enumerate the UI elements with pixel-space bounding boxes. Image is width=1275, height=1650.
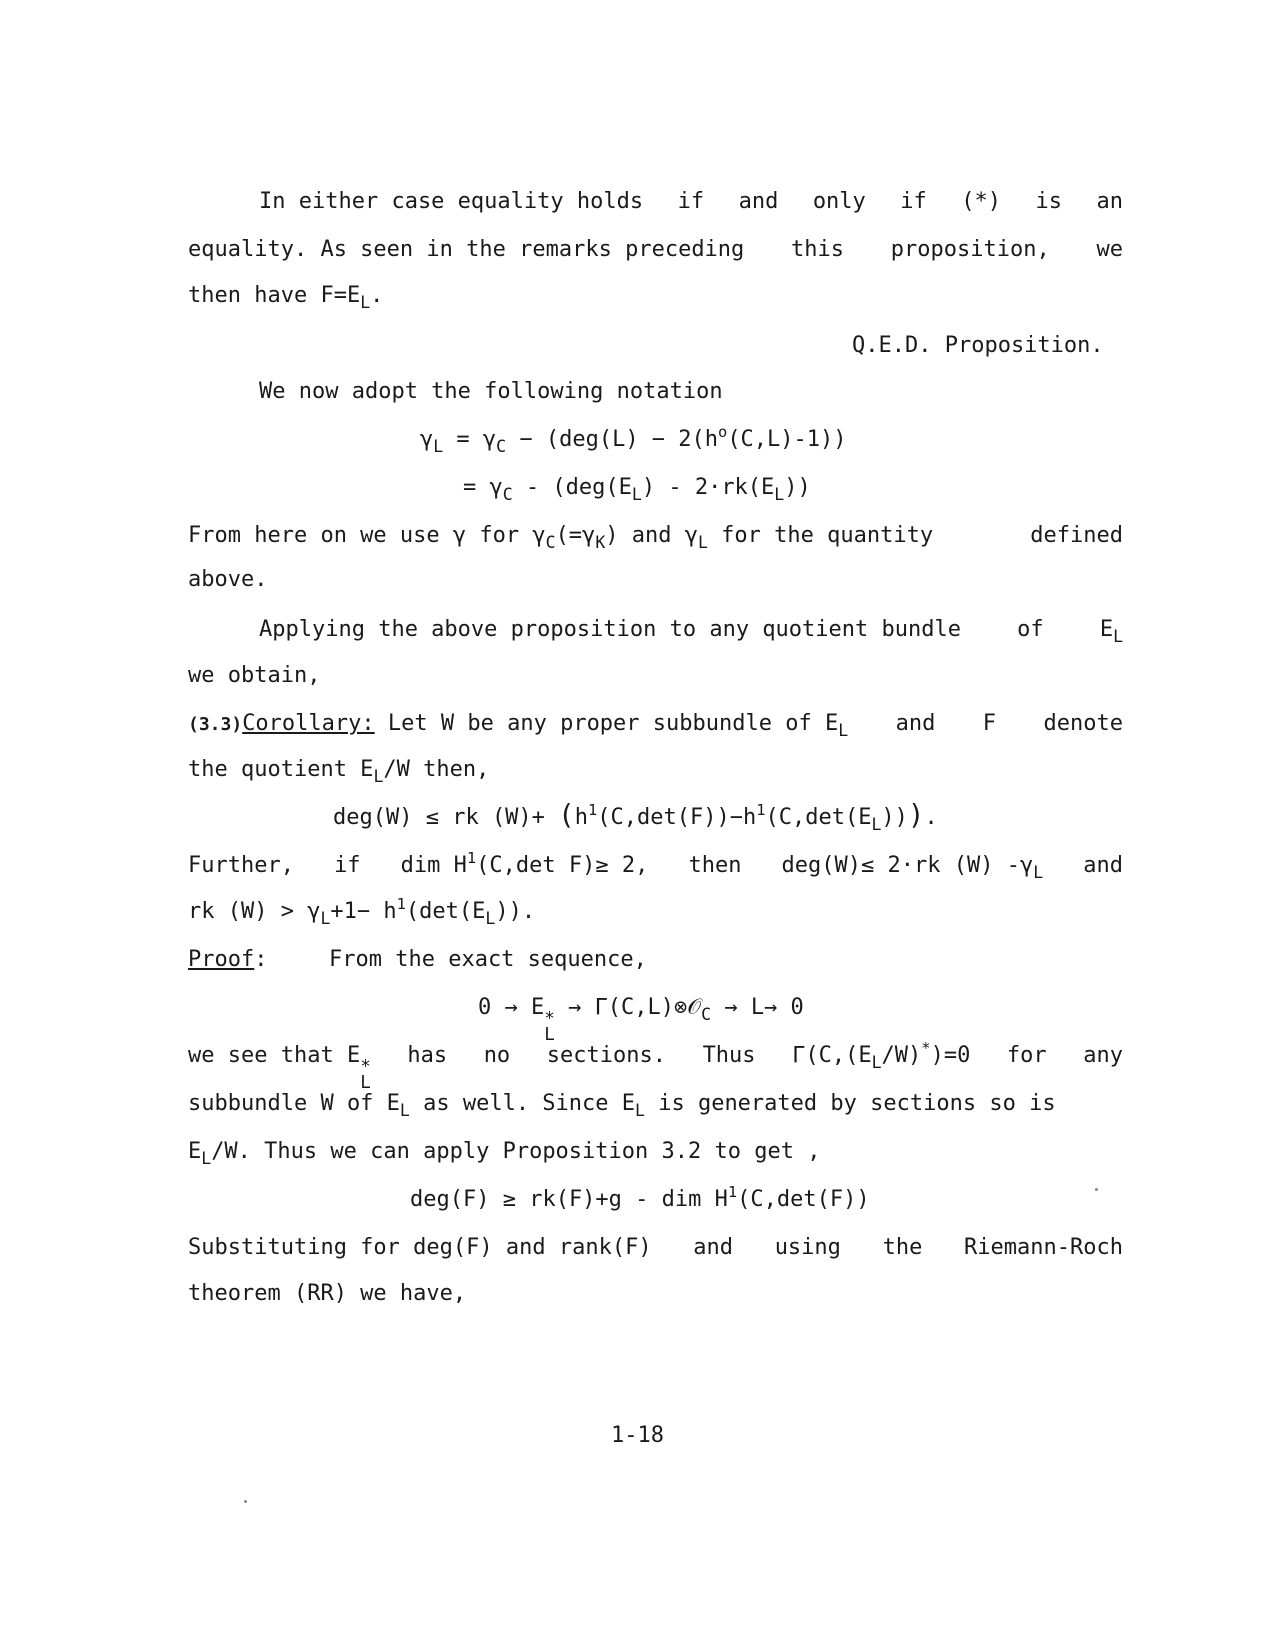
text-segment: ) - 2·rk(E (641, 475, 775, 500)
text-segment: is generated by sections so is (644, 1091, 1056, 1116)
text-segment: : (254, 947, 268, 972)
equation-gamma-l-1 (420, 422, 847, 456)
text-segment: Thus (702, 1043, 756, 1068)
proof-line (188, 946, 267, 974)
text-segment: dim H (400, 853, 467, 878)
text-segment: and (738, 189, 779, 214)
apply-prop-line (188, 1138, 820, 1166)
text-segment: defined (1030, 523, 1123, 548)
text-segment (188, 522, 933, 550)
superscript: 1 (727, 1182, 738, 1201)
text-segment: /W) (881, 1043, 922, 1068)
text-segment: deg(W)≤ 2·rk (W) -γ (781, 853, 1034, 878)
text-segment: deg(F) ≥ rk(F)+g - dim H (410, 1187, 728, 1212)
text-segment (792, 1038, 971, 1091)
scan-speck (244, 1500, 247, 1503)
text-segment: only (812, 189, 866, 214)
text-segment: Riemann-Roch (964, 1235, 1123, 1260)
subscript: L (485, 908, 496, 928)
text-segment: ) and γ (605, 523, 698, 548)
text-segment: /W. Thus we can apply Proposition 3.2 to get , (211, 1139, 821, 1164)
apply-line2: we obtain, (188, 663, 321, 688)
subscript: L (774, 484, 785, 504)
text-segment: for (1006, 1043, 1047, 1068)
text-segment: (C,det(F)) (737, 1187, 870, 1212)
superscript: 1 (587, 800, 598, 819)
para1-line2 (188, 236, 1123, 264)
text-segment: Substituting for deg(F) and rank(F) (188, 1235, 652, 1260)
text-segment (1100, 616, 1123, 644)
subscript: L (433, 436, 444, 456)
text-segment (188, 1042, 371, 1091)
text-segment (782, 852, 1044, 880)
text-segment: → Γ(C,L)⊗𝒪 (554, 995, 702, 1020)
text-segment: (C,det(F))−h (597, 805, 757, 830)
text-segment: as well. Since E (409, 1091, 636, 1116)
subst-line1 (188, 1234, 1123, 1262)
text-segment: (det(E (405, 899, 486, 924)
text-segment: → L→ 0 (711, 995, 804, 1020)
text-segment: proposition, (890, 237, 1050, 262)
further-line1 (188, 848, 1123, 882)
text-segment: of (1017, 617, 1044, 642)
text-segment: and (895, 711, 936, 736)
subscript: L (1033, 862, 1044, 882)
text-segment: = γ (463, 475, 503, 500)
text-segment: ) (907, 799, 925, 831)
subscript: L (635, 1100, 645, 1120)
text-segment: )) (784, 475, 811, 500)
text-segment: Let W be any proper subbundle of E (374, 711, 839, 736)
superscript: 1 (466, 848, 477, 867)
text-segment: sections. (546, 1043, 666, 1068)
text-segment: an (1096, 189, 1123, 214)
nosections-line (188, 1038, 1123, 1093)
subscript: L (544, 1024, 555, 1045)
text-segment: subbundle W of E (188, 1091, 400, 1116)
usage-line2: above. (188, 567, 268, 592)
text-segment: )). (495, 899, 536, 924)
superscript: * (921, 1038, 931, 1057)
inequality-deg-f (410, 1182, 870, 1214)
text-segment: we (1096, 237, 1123, 262)
text-segment (188, 710, 848, 739)
text-segment: (*) (961, 189, 1002, 214)
inequality-deg-w (333, 799, 938, 834)
text-segment: then (688, 853, 742, 878)
text-segment: Γ(C,(E (792, 1043, 872, 1068)
corollary-number: (3.3) (188, 714, 243, 735)
subscript: C (502, 484, 513, 504)
text-segment: - (deg(E (512, 475, 632, 500)
sup-sub-stack (544, 1008, 555, 1045)
subbundle-line (188, 1090, 1056, 1118)
text-segment: equality. As seen in the remarks preceding (188, 237, 745, 262)
proof-label: Proof (188, 947, 255, 972)
subscript: L (320, 908, 331, 928)
text-segment: F (982, 711, 997, 736)
subscript: L (360, 1072, 371, 1093)
text-segment (400, 848, 649, 880)
qed-line: Q.E.D. Proposition. (852, 333, 1104, 358)
subscript: C (496, 436, 507, 456)
text-segment: From here on we use γ for γ (188, 523, 546, 548)
text-segment: any (1083, 1043, 1123, 1068)
text-segment: if (334, 853, 361, 878)
superscript: o (718, 422, 728, 441)
text-segment: we see that E (188, 1043, 361, 1068)
apply-line1 (259, 616, 1123, 644)
text-segment: +1− h (330, 899, 397, 924)
text-segment: E (1099, 617, 1114, 642)
text-segment: In either case equality holds (259, 189, 644, 214)
text-segment: (C,det F)≥ 2, (476, 853, 649, 878)
text-segment: if (900, 189, 927, 214)
corollary-line1 (188, 710, 1123, 739)
text-segment: using (774, 1235, 841, 1260)
text-segment: if (677, 189, 705, 214)
subscript: L (871, 1052, 882, 1072)
text-segment: the (882, 1235, 923, 1260)
text-segment: and (1083, 853, 1123, 878)
subscript: L (360, 292, 371, 312)
text-segment: . (370, 283, 384, 308)
superscript: * (360, 1056, 371, 1077)
subscript: L (399, 1100, 410, 1120)
subscript: L (838, 720, 849, 740)
usage-line1 (188, 522, 1123, 550)
notation-intro: We now adopt the following notation (259, 379, 723, 404)
subscript: L (201, 1148, 212, 1168)
corollary-label: Corollary: (242, 711, 375, 736)
superscript: 1 (756, 800, 766, 819)
subscript: L (373, 766, 384, 786)
text-segment: ( (558, 799, 575, 831)
scan-speck (1095, 1188, 1098, 1191)
text-segment: then have F=E (188, 283, 361, 308)
text-segment: . (924, 805, 938, 830)
subscript: C (545, 532, 556, 552)
text-segment: and (693, 1235, 734, 1260)
text-segment: is (1035, 189, 1062, 214)
text-segment: denote (1043, 711, 1123, 736)
further-line2 (188, 894, 536, 928)
subscript: L (1113, 626, 1123, 646)
superscript: 1 (396, 894, 406, 913)
text-segment: rk (W) > γ (188, 899, 321, 924)
para1-line1 (259, 188, 1123, 216)
text-segment: Applying the above proposition to any quotient bundle (259, 617, 961, 642)
text-segment: no (483, 1043, 511, 1068)
text-segment: − (deg(L) − 2(h (506, 427, 719, 452)
text-segment: E (188, 1139, 202, 1164)
equation-gamma-l-2 (463, 474, 811, 502)
superscript: * (544, 1008, 555, 1029)
text-segment: (C,L)-1)) (727, 427, 847, 452)
text-segment: )) (881, 805, 908, 830)
para1-line3 (188, 282, 383, 310)
text-segment: has (407, 1043, 448, 1068)
text-segment: = γ (443, 427, 497, 452)
text-segment: deg(W) ≤ rk (W)+ (333, 805, 559, 830)
subscript: L (697, 532, 708, 552)
subscript: L (631, 484, 642, 504)
corollary-line2 (188, 756, 489, 784)
text-segment: for the quantity (707, 523, 934, 548)
text-segment: (=γ (555, 523, 596, 548)
text-segment: 0 → E (478, 995, 545, 1020)
subst-line2: theorem (RR) we have, (188, 1281, 467, 1306)
page-number: 1-18 (611, 1423, 664, 1448)
text-segment: h (574, 805, 588, 830)
text-segment: γ (420, 427, 434, 452)
text-segment: )=0 (930, 1043, 971, 1068)
subscript: K (595, 532, 606, 552)
text-segment: /W then, (383, 757, 490, 782)
text-segment: the quotient E (188, 757, 374, 782)
text-segment: (C,det(E (765, 805, 872, 830)
subscript: C (701, 1004, 712, 1024)
proof-text: From the exact sequence, (329, 947, 647, 972)
text-segment: Further, (188, 853, 294, 878)
text-segment: this (791, 237, 845, 262)
subscript: L (871, 814, 882, 834)
sup-sub-stack (360, 1056, 371, 1093)
exact-sequence (478, 994, 804, 1043)
